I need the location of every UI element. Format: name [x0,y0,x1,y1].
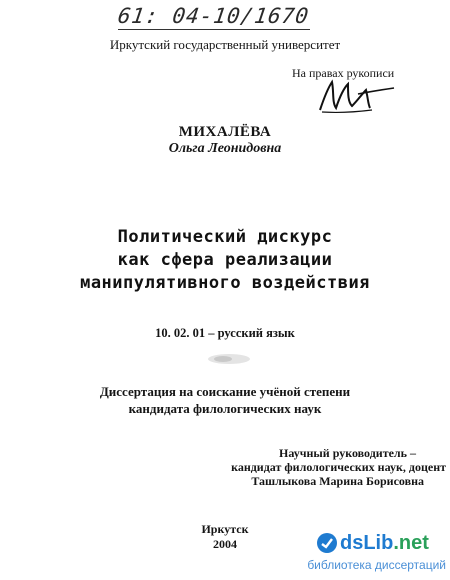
advisor-role: Научный руководитель – [279,446,416,460]
year: 2004 [213,537,237,551]
advisor-name: Ташлыкова Марина Борисовна [251,474,424,488]
archive-stamp-number: 61: 04-10/1670 [116,4,311,28]
author-surname: МИХАЛЁВА [178,124,272,140]
degree-line: Диссертация на соискание учёной степени [99,384,351,399]
degree-line: кандидата филологических наук [128,401,322,416]
title-line: как сфера реализации [117,250,333,270]
scan-smudge [206,352,252,366]
manuscript-rights-note: На правах рукописи [292,66,395,80]
title-line: Политический дискурс [117,227,333,247]
dissertation-title [0,226,450,295]
handwritten-signature [312,72,398,116]
university-name: Иркутский государственный университет [109,37,341,52]
dslib-logo: dsLib.net [340,532,429,554]
advisor-degree: кандидат филологических наук, доцент [231,460,446,474]
specialty-code: 10. 02. 01 – русский язык [155,326,295,340]
degree-statement [0,383,450,417]
author-given-name: Ольга Леонидовна [168,141,282,156]
dslib-badge-icon [316,532,338,554]
dslib-tagline: библиотека диссертаций [307,558,446,572]
title-line: манипулятивного воздействия [80,273,370,293]
dslib-watermark[interactable] [272,530,448,578]
scientific-advisor [226,446,446,488]
stamp-underline [118,29,310,30]
city: Иркутск [201,522,249,536]
